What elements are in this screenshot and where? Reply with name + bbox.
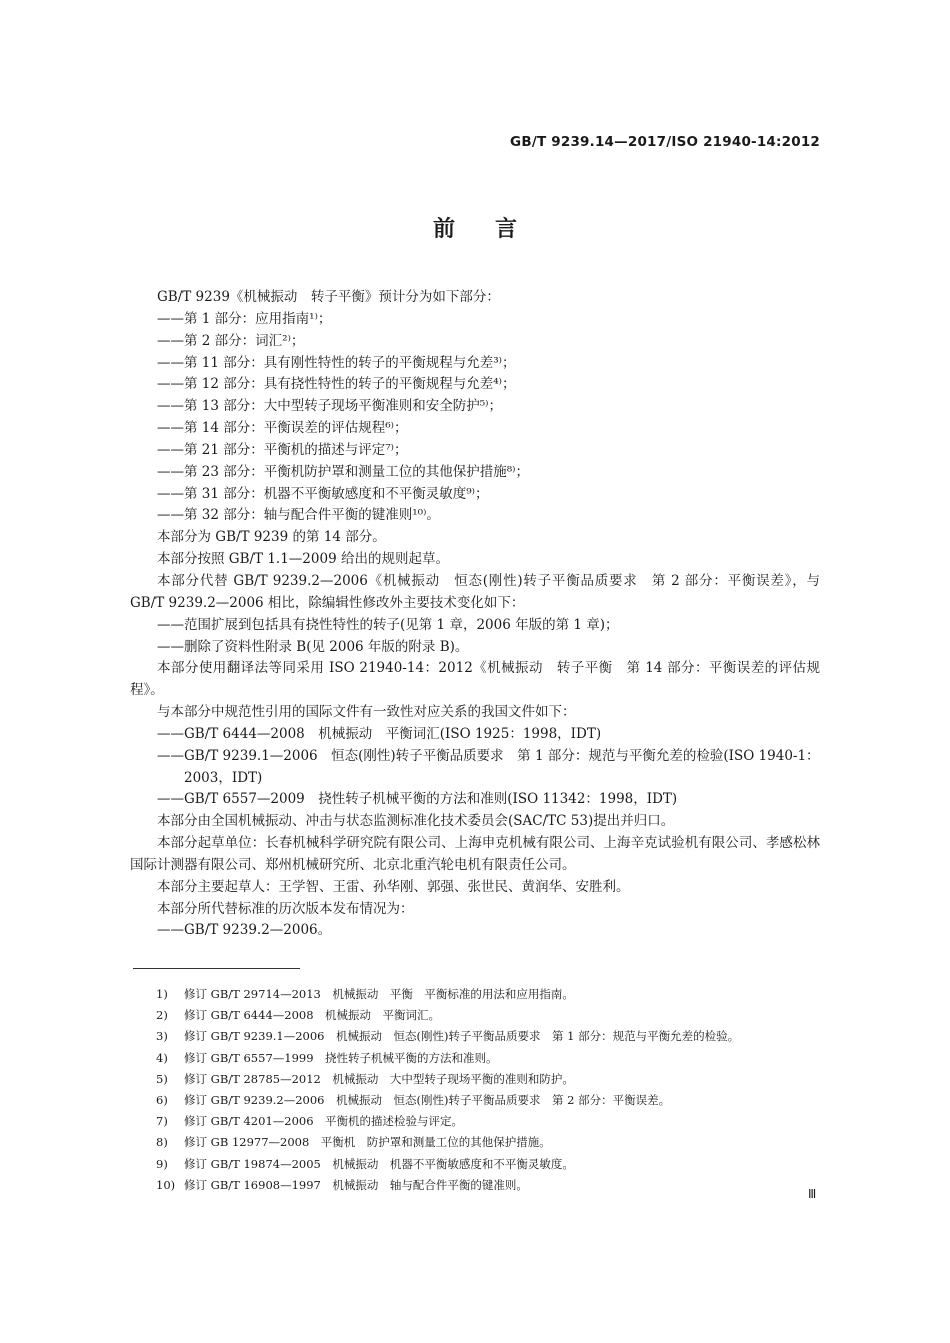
paragraph: 本部分所代替标准的历次版本发布情况为： <box>157 900 414 917</box>
paragraph: 与本部分中规范性引用的国际文件有一致性对应关系的我国文件如下： <box>157 704 576 721</box>
list-item: ——第 23 部分：平衡机防护罩和测量工位的其他保护措施⁸⁾； <box>157 463 529 480</box>
list-item: ——范围扩展到包括具有挠性特性的转子(见第 1 章，2006 年版的第 1 章)； <box>157 616 619 633</box>
list-item: ——第 11 部分：具有刚性特性的转子的平衡规程与允差³⁾； <box>157 354 516 371</box>
list-item: ——删除了资料性附录 B(见 2006 年版的附录 B)。 <box>157 638 469 655</box>
list-item: ——第 13 部分：大中型转子现场平衡准则和安全防护⁵⁾； <box>157 398 502 415</box>
footnote-number: 2) <box>156 1008 168 1023</box>
footnote-text: 修订 GB/T 29714—2013 机械振动 平衡 平衡标准的用法和应用指南。 <box>184 987 574 1001</box>
paragraph: 本部分主要起草人：王学智、王雷、孙华刚、郭强、张世民、黄润华、安胜利。 <box>157 878 630 895</box>
footnotes <box>156 984 836 1196</box>
paragraph: 本部分按照 GB/T 1.1—2009 给出的规则起草。 <box>157 551 449 568</box>
footnote <box>156 1111 836 1132</box>
list-item: ——第 12 部分：具有挠性特性的转子的平衡规程与允差⁴⁾； <box>157 376 516 393</box>
list-item: ——第 1 部分：应用指南¹⁾； <box>157 310 332 327</box>
footnote-text: 修订 GB/T 28785—2012 机械振动 大中型转子现场平衡的准则和防护。 <box>184 1071 574 1086</box>
list-item: ——第 2 部分：词汇²⁾； <box>157 332 305 349</box>
list-item: ——第 14 部分：平衡误差的评估规程⁶⁾； <box>157 420 408 437</box>
footnote-text: 修订 GB/T 6557—1999 挠性转子机械平衡的方法和准则。 <box>184 1050 498 1065</box>
footnote <box>156 1048 836 1069</box>
list-item: ——第 32 部分：轴与配合件平衡的键准则¹⁰⁾。 <box>157 507 440 524</box>
page-title: 前言 <box>432 217 557 242</box>
footnote-text: 修订 GB 12977—2008 平衡机 防护罩和测量工位的其他保护措施。 <box>184 1135 551 1150</box>
footnote <box>156 1005 836 1026</box>
paragraph: 本部分代替 GB/T 9239.2—2006《机械振动 恒态(刚性)转子平衡品质要求 第 2 部分：平衡误差》，与 GB/T 9239.2—2006 相比，除编辑性修改外主要技术变化如下： <box>130 572 820 611</box>
footnote-number: 7) <box>156 1114 168 1129</box>
list-item: ——第 31 部分：机器不平衡敏感度和不平衡灵敏度⁹⁾； <box>157 485 489 502</box>
footnote-text: 修订 GB/T 9239.2—2006 机械振动 恒态(刚性)转子平衡品质要求 第 2 部分：平衡误差。 <box>184 1093 671 1108</box>
list-item: ——GB/T 6444—2008 机械振动 平衡词汇(ISO 1925：1998，IDT) <box>157 725 602 742</box>
footnote-number: 9) <box>156 1156 168 1171</box>
footnote <box>156 1090 836 1111</box>
footnote-number: 10) <box>156 1177 176 1192</box>
foreword-body <box>130 287 820 942</box>
footnote-text: 修订 GB/T 19874—2005 机械振动 机器不平衡敏感度和不平衡灵敏度。 <box>184 1156 574 1171</box>
paragraph: 本部分为 GB/T 9239 的第 14 部分。 <box>157 529 386 546</box>
footnote-number: 6) <box>156 1093 168 1108</box>
footnote-text: 修订 GB/T 4201—2006 平衡机的描述检验与评定。 <box>184 1114 464 1129</box>
footnote <box>156 1026 836 1047</box>
paragraph: 本部分由全国机械振动、冲击与状态监测标准化技术委员会(SAC/TC 53)提出并归口。 <box>157 813 675 830</box>
footnote-number: 5) <box>156 1071 168 1086</box>
footnote-number: 3) <box>156 1029 168 1044</box>
footnote-number: 1) <box>156 987 168 1001</box>
page-number: Ⅲ <box>808 1187 817 1201</box>
footnote-text: 修订 GB/T 16908—1997 机械振动 轴与配合件平衡的键准则。 <box>184 1177 528 1192</box>
footnote <box>156 1154 836 1175</box>
list-item: ——GB/T 9239.2—2006。 <box>157 922 332 939</box>
list-item: ——GB/T 9239.1—2006 恒态(刚性)转子平衡品质要求 第 1 部分：规范与平衡允差的检验(ISO 1940-1：2003，IDT) <box>157 747 820 786</box>
footnote-text: 修订 GB/T 9239.1—2006 机械振动 恒态(刚性)转子平衡品质要求 第 1 部分：规范与平衡允差的检验。 <box>184 1029 740 1044</box>
footnote-divider <box>133 968 300 969</box>
footnote <box>156 1132 836 1153</box>
list-item: ——GB/T 6557—2009 挠性转子机械平衡的方法和准则(ISO 11342：1998，IDT) <box>157 791 678 808</box>
footnote <box>156 1069 836 1090</box>
paragraph: 本部分使用翻译法等同采用 ISO 21940-14：2012《机械振动 转子平衡 第 14 部分：平衡误差的评估规程》。 <box>130 660 820 699</box>
footnote-text: 修订 GB/T 6444—2008 机械振动 平衡词汇。 <box>184 1008 441 1023</box>
paragraph: GB/T 9239《机械振动 转子平衡》预计分为如下部分： <box>157 289 500 305</box>
footnote-number: 8) <box>156 1135 168 1150</box>
paragraph: 本部分起草单位：长春机械科学研究院有限公司、上海申克机械有限公司、上海辛克试验机有限公司、孝感松林国际计测器有限公司、郑州机械研究所、北京北重汽轮电机有限责任公司。 <box>130 835 820 873</box>
footnote-number: 4) <box>156 1050 168 1065</box>
standard-number: GB/T 9239.14—2017/ISO 21940-14:2012 <box>510 134 820 150</box>
list-item: ——第 21 部分：平衡机的描述与评定⁷⁾； <box>157 441 408 458</box>
footnote <box>156 1175 836 1196</box>
footnote <box>156 984 836 1005</box>
